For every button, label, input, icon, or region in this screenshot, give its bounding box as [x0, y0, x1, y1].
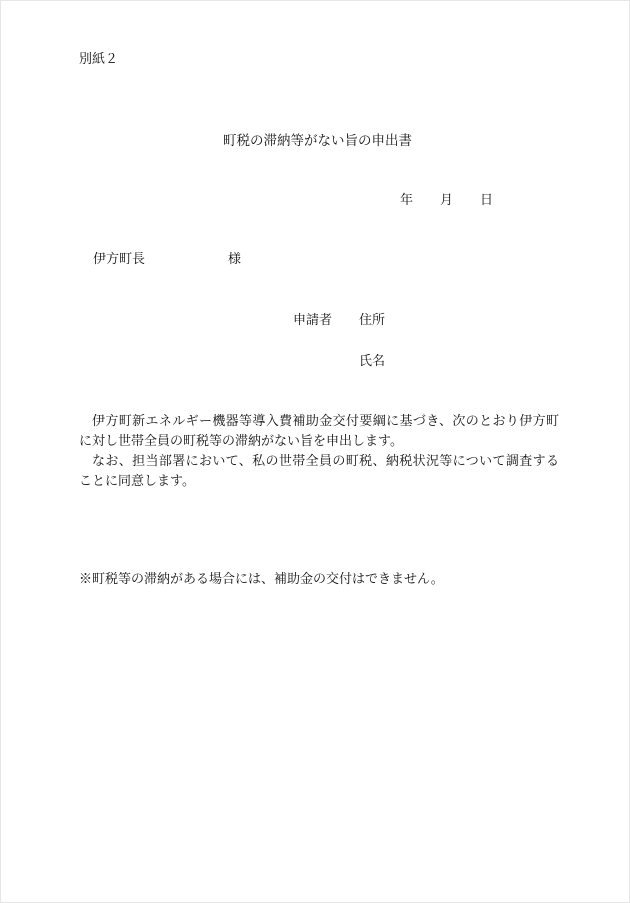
body-paragraph-2: なお、担当部署において、私の世帯全員の町税、納税状況等について調査することに同意します。 — [79, 454, 559, 489]
addressee-honorific: 様 — [228, 252, 242, 267]
applicant-label: 申請者 — [293, 313, 333, 328]
day-label: 日 — [480, 193, 494, 208]
addressee-name: 伊方町長 — [93, 252, 146, 267]
annex-label: 別紙２ — [79, 52, 119, 67]
addressee — [93, 251, 241, 269]
body-text — [79, 412, 559, 492]
note-text: ※町税等の滞納がある場合には、補助金の交付はできません。 — [79, 572, 444, 587]
year-label: 年 — [400, 193, 414, 208]
date-row — [400, 192, 493, 210]
month-label: 月 — [440, 193, 454, 208]
body-paragraph-1: 伊方町新エネルギー機器等導入費補助金交付要綱に基づき、次のとおり伊方町に対し世帯全員の町税等の滞納がない旨を申出します。 — [79, 414, 559, 449]
document-title: 町税の滞納等がない旨の申出書 — [223, 133, 412, 149]
name-label: 氏名 — [359, 354, 386, 369]
address-label: 住所 — [359, 313, 386, 328]
